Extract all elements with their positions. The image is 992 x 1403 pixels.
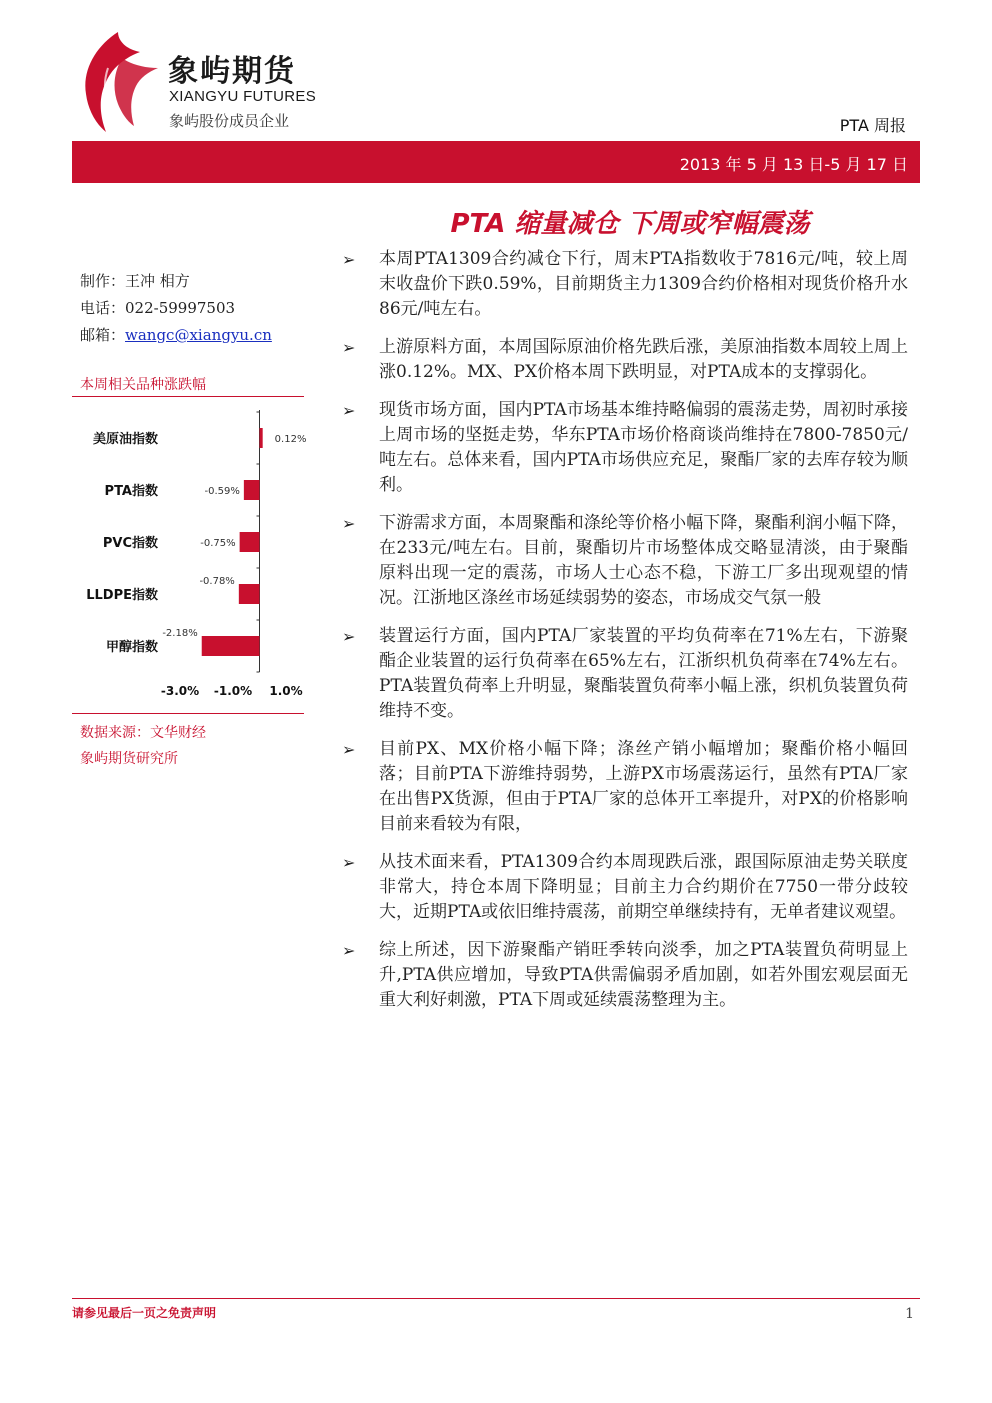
bullet-text: 本周PTA1309合约减仓下行，周末PTA指数收于7816元/吨，较上周末收盘价下跌0.59%，目前期货主力1309合约价格相对现货价格升水86元/吨左右。 — [379, 249, 908, 319]
bullet-text: 综上所述，因下游聚酯产销旺季转向淡季，加之PTA装置负荷明显上升,PTA供应增加，导致PTA供需偏弱矛盾加剧，如若外围宏观层面无重大利好刺激，PTA下周或延续震荡整理为主。 — [379, 940, 908, 1010]
company-logo — [78, 28, 318, 138]
arrow-bullet-icon: ➢ — [342, 627, 356, 646]
bullet-item — [342, 247, 908, 322]
chart-title-divider — [72, 396, 304, 397]
chart-bar — [244, 480, 260, 500]
bullet-text: 现货市场方面，国内PTA市场基本维持略偏弱的震荡走势，周初时承接上周市场的坚挺走势，华东PTA市场价格商谈尚维持在7800-7850元/吨左右。总体来看，国内PTA市场供应充足，聚酯厂家的去库存较为顺利。 — [379, 400, 908, 495]
email-label: 邮箱： — [80, 326, 126, 344]
chart-value-label: -2.18% — [162, 628, 198, 639]
brand-name-en: XIANGYU FUTURES — [169, 88, 317, 105]
chart-value-label: 0.12% — [274, 434, 307, 445]
chart-bar — [260, 428, 263, 448]
chart-value-label: -0.59% — [204, 486, 240, 497]
price-change-chart — [72, 400, 312, 710]
bullet-item — [342, 938, 908, 1013]
bullet-text: 上游原料方面，本周国际原油价格先跌后涨，美原油指数本周较上周上涨0.12%。MX、PX价格本周下跌明显，对PTA成本的支撑弱化。 — [379, 337, 908, 382]
arrow-bullet-icon: ➢ — [342, 401, 356, 420]
sources-divider — [72, 713, 304, 714]
arrow-bullet-icon: ➢ — [342, 853, 356, 872]
source-line-1: 数据来源：文华财经 — [80, 725, 206, 741]
chart-x-tick-label: -1.0% — [213, 684, 253, 698]
chart-category-label: PVC指数 — [102, 536, 158, 551]
chart-x-tick-label: 1.0% — [269, 684, 303, 698]
chart-title: 本周相关品种涨跌幅 — [80, 377, 206, 393]
report-type: PTA 周报 — [839, 116, 906, 135]
footer-disclaimer[interactable]: 请参见最后一页之免责声明 — [72, 1306, 217, 1320]
bullet-item — [342, 850, 908, 925]
chart-category-label: PTA指数 — [104, 484, 158, 499]
chart-bar — [240, 532, 260, 552]
chart-category-label: 甲醇指数 — [105, 640, 158, 655]
chart-svg — [72, 400, 312, 710]
bullet-item — [342, 511, 908, 611]
bullet-item — [342, 624, 908, 724]
date-range: 2013 年 5 月 13 日-5 月 17 日 — [679, 155, 908, 174]
chart-value-label: -0.75% — [200, 538, 236, 549]
author-block — [80, 268, 272, 349]
arrow-bullet-icon: ➢ — [342, 514, 356, 533]
author-phone: 电话：022-59997503 — [80, 299, 236, 317]
email-link[interactable]: wangc@xiangyu.cn — [125, 326, 272, 344]
date-banner — [72, 141, 920, 183]
brand-subtitle: 象屿股份成员企业 — [169, 112, 290, 130]
flame-logo-icon — [78, 28, 164, 136]
arrow-bullet-icon: ➢ — [342, 941, 356, 960]
author-email-row — [80, 322, 272, 349]
footer-divider — [72, 1298, 920, 1299]
bullet-text: 装置运行方面，国内PTA厂家装置的平均负荷率在71%左右，下游聚酯企业装置的运行负荷率在65%左右，江浙织机负荷率在74%左右。PTA装置负荷率上升明显，聚酯装置负荷率小幅上涨，织机负装置负荷维持不变。 — [379, 626, 908, 721]
arrow-bullet-icon: ➢ — [342, 250, 356, 269]
source-line-2: 象屿期货研究所 — [80, 751, 178, 767]
arrow-bullet-icon: ➢ — [342, 338, 356, 357]
chart-category-label: 美原油指数 — [92, 432, 158, 447]
brand-name-cn: 象屿期货 — [168, 54, 296, 89]
bullet-text: 下游需求方面，本周聚酯和涤纶等价格小幅下降，聚酯利润小幅下降，在233元/吨左右。目前，聚酯切片市场整体成交略显清淡，由于聚酯原料出现一定的震荡，市场人士心态不稳，下游工厂多出现观望的情况。江浙地区涤丝市场延续弱势的姿态，市场成交气氛一般 — [379, 513, 908, 608]
author-names: 制作：王冲 相方 — [80, 272, 190, 290]
bullet-text: 从技术面来看，PTA1309合约本周现跌后涨，跟国际原油走势关联度非常大，持仓本周下降明显；目前主力合约期价在7750一带分歧较大，近期PTA或依旧维持震荡，前期空单继续持有，无单者建议观望。 — [379, 852, 908, 922]
page-number: 1 — [905, 1306, 914, 1322]
summary-bullets — [342, 247, 908, 1026]
chart-x-tick-label: -3.0% — [160, 684, 200, 698]
chart-value-label: -0.78% — [199, 576, 235, 587]
bullet-item — [342, 398, 908, 498]
arrow-bullet-icon: ➢ — [342, 740, 356, 759]
report-headline: PTA 缩量减仓 下周或窄幅震荡 — [450, 209, 810, 239]
bullet-item — [342, 335, 908, 385]
chart-category-label: LLDPE指数 — [86, 588, 158, 603]
chart-bar — [239, 584, 260, 604]
bullet-text: 目前PX、MX价格小幅下降；涤丝产销小幅增加；聚酯价格小幅回落；目前PTA下游维持弱势，上游PX市场震荡运行，虽然有PTA厂家在出售PX货源，但由于PTA厂家的总体开工率提升，对PX的价格影响目前来看较为有限， — [379, 739, 908, 834]
bullet-item — [342, 737, 908, 837]
data-sources — [80, 720, 206, 772]
chart-bar — [202, 636, 260, 656]
